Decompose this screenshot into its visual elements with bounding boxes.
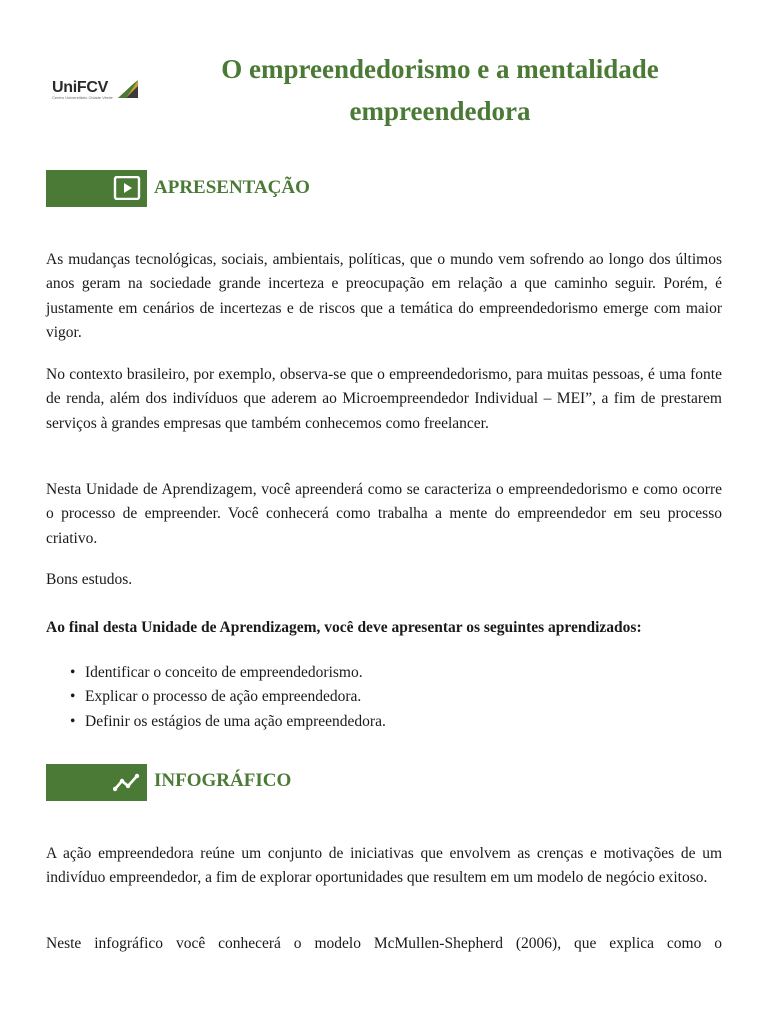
apresentacao-paragraph-2: No contexto brasileiro, por exemplo, observa-se que o empreendedorismo, para muitas pessoas, é uma fonte de renda, além dos indivíduos que aderem ao Microempreendedor Individual – MEI”, a fim de prestarem serviços à grandes empresas que também conhecemos como freelancer. bbox=[46, 366, 722, 432]
objectives-intro: Ao final desta Unidade de Aprendizagem, você deve apresentar os seguintes aprendizados: bbox=[46, 619, 642, 636]
infografico-paragraph-2: Neste infográfico você conhecerá o modelo McMullen-Shepherd (2006), que explica como o bbox=[46, 935, 722, 952]
list-item: • Definir os estágios de uma ação empreendedora. bbox=[46, 710, 722, 734]
objectives-list bbox=[46, 661, 722, 734]
logo-name: UniFCV bbox=[52, 79, 108, 96]
unifcv-logo bbox=[52, 78, 142, 102]
page-title bbox=[170, 48, 710, 132]
infografico-header-bar bbox=[46, 764, 147, 801]
infografico-heading: INFOGRÁFICO bbox=[154, 770, 292, 791]
title-line-2: empreendedora bbox=[349, 96, 531, 126]
logo-mark-icon bbox=[118, 80, 138, 98]
logo-tagline: Centro Universitário Cidade Verde bbox=[52, 95, 113, 100]
page-header bbox=[0, 0, 768, 140]
apresentacao-paragraph-4: Bons estudos. bbox=[46, 571, 133, 588]
apresentacao-paragraph-3: Nesta Unidade de Aprendizagem, você apreenderá como se caracteriza o empreendedorismo e como ocorre o processo de empreender. Você conhecerá como trabalha a mente do empreendedor em seu processo criativo. bbox=[46, 481, 722, 547]
title-line-1: O empreendedorismo e a mentalidade bbox=[221, 54, 659, 84]
list-item: • Identificar o conceito de empreendedorismo. bbox=[46, 661, 722, 685]
list-item: • Explicar o processo de ação empreendedora. bbox=[46, 685, 722, 709]
play-icon bbox=[113, 176, 141, 200]
apresentacao-heading: APRESENTAÇÃO bbox=[154, 177, 310, 198]
apresentacao-header-bar bbox=[46, 170, 147, 207]
trend-line-icon bbox=[113, 770, 141, 794]
infografico-paragraph-1: A ação empreendedora reúne um conjunto de iniciativas que envolvem as crenças e motivações de um indivíduo empreendedor, a fim de explorar oportunidades que resultem em um modelo de negócio exitoso. bbox=[46, 845, 722, 887]
apresentacao-paragraph-1: As mudanças tecnológicas, sociais, ambientais, políticas, que o mundo vem sofrendo ao longo dos últimos anos geram na sociedade grande incerteza e preocupação em relação a que caminho seguir. Porém, é justamente em cenários de incertezas e de riscos que a temática do empreendedorismo emerge com maior vigor. bbox=[46, 251, 722, 341]
